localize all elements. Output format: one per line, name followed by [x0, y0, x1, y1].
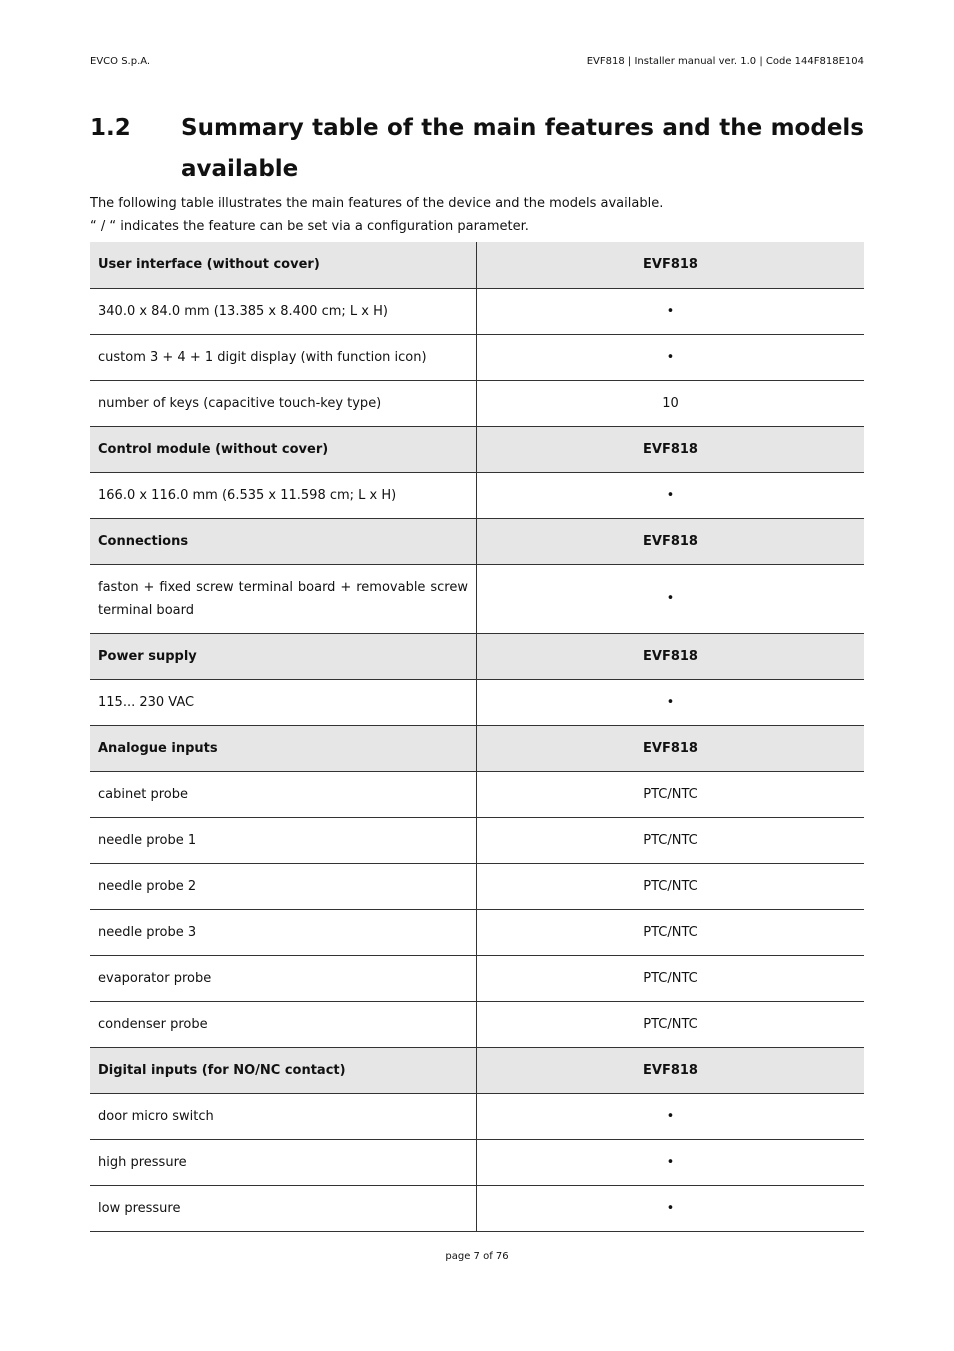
table-group-header-row [90, 242, 864, 288]
group-title-cell: User interface (without cover) [90, 242, 477, 288]
feature-cell: faston + fixed screw terminal board + removable screw terminal board [90, 564, 477, 633]
value-cell: PTC/NTC [477, 909, 865, 955]
feature-cell: low pressure [90, 1185, 477, 1231]
table-row [90, 288, 864, 334]
feature-cell: needle probe 2 [90, 863, 477, 909]
header-document-info: EVF818 | Installer manual ver. 1.0 | Code 144F818E104 [586, 56, 864, 67]
feature-cell: 115... 230 VAC [90, 679, 477, 725]
table-group-header-row [90, 518, 864, 564]
value-cell: • [477, 1139, 865, 1185]
feature-cell: cabinet probe [90, 771, 477, 817]
table-group-header-row [90, 725, 864, 771]
value-cell: • [477, 1185, 865, 1231]
value-cell: 10 [477, 380, 865, 426]
value-cell: PTC/NTC [477, 771, 865, 817]
intro-paragraph: The following table illustrates the main features of the device and the models available. [90, 196, 664, 211]
value-cell: • [477, 472, 865, 518]
table-row [90, 1001, 864, 1047]
table-group-header-row [90, 633, 864, 679]
feature-cell: number of keys (capacitive touch-key type) [90, 380, 477, 426]
model-column-cell: EVF818 [477, 1047, 865, 1093]
feature-cell: custom 3 + 4 + 1 digit display (with function icon) [90, 334, 477, 380]
feature-cell: evaporator probe [90, 955, 477, 1001]
section-heading [90, 108, 864, 190]
model-column-cell: EVF818 [477, 518, 865, 564]
header-company: EVCO S.p.A. [90, 56, 151, 67]
page-number: page 7 of 76 [445, 1251, 509, 1262]
feature-cell: 340.0 x 84.0 mm (13.385 x 8.400 cm; L x H) [90, 288, 477, 334]
features-table [90, 242, 864, 1232]
table-row [90, 909, 864, 955]
table-row [90, 1139, 864, 1185]
table-row [90, 334, 864, 380]
value-cell: • [477, 679, 865, 725]
value-cell: • [477, 334, 865, 380]
group-title-cell: Power supply [90, 633, 477, 679]
group-title-cell: Analogue inputs [90, 725, 477, 771]
table-row [90, 1093, 864, 1139]
features-table-body [90, 242, 864, 1231]
feature-cell: needle probe 1 [90, 817, 477, 863]
table-group-header-row [90, 1047, 864, 1093]
section-title: Summary table of the main features and the models available [181, 115, 864, 182]
value-cell: PTC/NTC [477, 1001, 865, 1047]
table-row [90, 817, 864, 863]
value-cell: PTC/NTC [477, 817, 865, 863]
section-number: 1.2 [90, 115, 131, 141]
table-row [90, 1185, 864, 1231]
table-row [90, 955, 864, 1001]
table-group-header-row [90, 426, 864, 472]
group-title-cell: Connections [90, 518, 477, 564]
feature-cell: condenser probe [90, 1001, 477, 1047]
feature-cell: needle probe 3 [90, 909, 477, 955]
table-row [90, 564, 864, 633]
value-cell: • [477, 288, 865, 334]
table-row [90, 472, 864, 518]
table-row [90, 679, 864, 725]
group-title-cell: Digital inputs (for NO/NC contact) [90, 1047, 477, 1093]
model-column-cell: EVF818 [477, 426, 865, 472]
value-cell: PTC/NTC [477, 863, 865, 909]
table-row [90, 380, 864, 426]
value-cell: • [477, 1093, 865, 1139]
model-column-cell: EVF818 [477, 242, 865, 288]
model-column-cell: EVF818 [477, 633, 865, 679]
feature-cell: 166.0 x 116.0 mm (6.535 x 11.598 cm; L x H) [90, 472, 477, 518]
value-cell: • [477, 564, 865, 633]
value-cell: PTC/NTC [477, 955, 865, 1001]
table-row [90, 863, 864, 909]
table-row [90, 771, 864, 817]
feature-cell: high pressure [90, 1139, 477, 1185]
feature-cell: door micro switch [90, 1093, 477, 1139]
model-column-cell: EVF818 [477, 725, 865, 771]
intro-text [90, 192, 864, 238]
intro-paragraph: “ / “ indicates the feature can be set via a configuration parameter. [90, 219, 529, 234]
group-title-cell: Control module (without cover) [90, 426, 477, 472]
